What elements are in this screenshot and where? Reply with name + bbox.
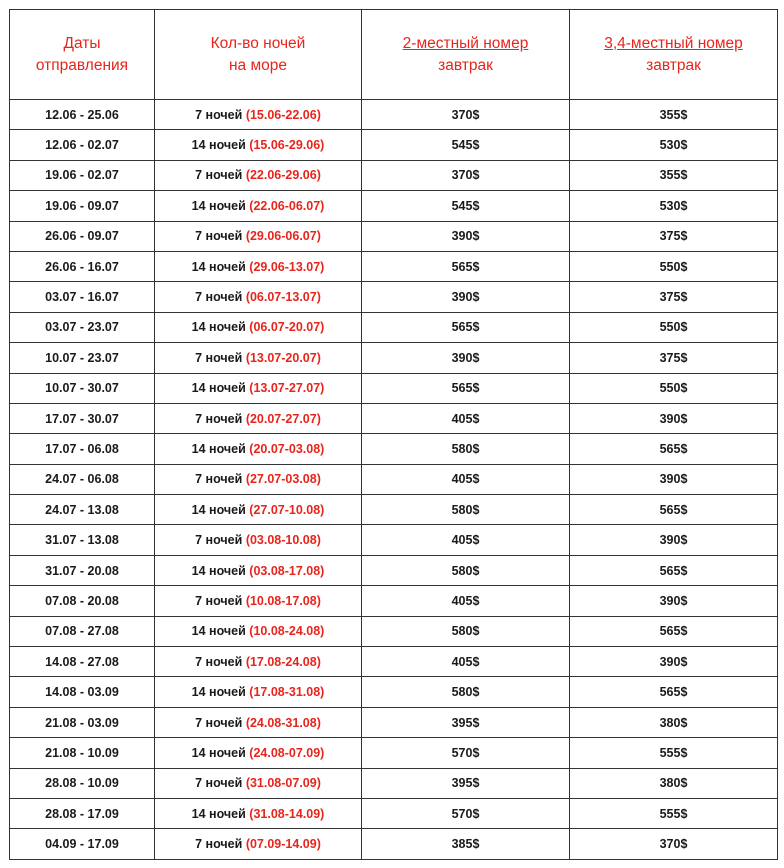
triple-quad-room-price-cell: 565$ — [570, 616, 778, 646]
nights-cell — [155, 251, 362, 281]
table-row — [10, 464, 778, 494]
nights-cell — [155, 160, 362, 190]
nights-count: 7 ночей — [195, 837, 243, 852]
departure-dates-cell: 14.08 - 27.08 — [10, 647, 155, 677]
table-row — [10, 434, 778, 464]
nights-cell — [155, 221, 362, 251]
table-row — [10, 647, 778, 677]
triple-quad-room-price-cell: 355$ — [570, 160, 778, 190]
double-room-price-cell: 395$ — [362, 707, 570, 737]
triple-quad-room-price-cell: 375$ — [570, 343, 778, 373]
double-room-price-cell: 385$ — [362, 829, 570, 859]
triple-quad-room-price-cell: 530$ — [570, 191, 778, 221]
nights-count: 7 ночей — [195, 107, 243, 122]
sea-date-range: (06.07-20.07) — [249, 320, 325, 335]
sea-date-range: (03.08-10.08) — [245, 533, 321, 548]
departure-dates-cell: 26.06 - 09.07 — [10, 221, 155, 251]
nights-cell — [155, 191, 362, 221]
triple-quad-room-price-cell: 565$ — [570, 495, 778, 525]
nights-cell — [155, 312, 362, 342]
triple-quad-room-price-cell: 380$ — [570, 707, 778, 737]
sea-date-range: (31.08-14.09) — [249, 806, 325, 821]
triple-quad-room-price-cell: 375$ — [570, 282, 778, 312]
nights-cell — [155, 768, 362, 798]
departure-dates-cell: 31.07 - 20.08 — [10, 555, 155, 585]
departure-dates-cell: 24.07 - 13.08 — [10, 495, 155, 525]
nights-cell — [155, 464, 362, 494]
triple-quad-room-price-cell: 390$ — [570, 464, 778, 494]
triple-quad-room-price-cell: 390$ — [570, 525, 778, 555]
nights-count: 14 ночей — [191, 441, 246, 456]
sea-date-range: (24.08-07.09) — [249, 745, 325, 760]
sea-date-range: (10.08-17.08) — [245, 593, 321, 608]
double-room-price-cell: 545$ — [362, 191, 570, 221]
triple-quad-room-price-cell: 390$ — [570, 586, 778, 616]
double-room-price-cell: 580$ — [362, 434, 570, 464]
departure-dates-cell: 12.06 - 25.06 — [10, 100, 155, 130]
nights-count: 7 ночей — [195, 533, 243, 548]
header-nights-at-sea: Кол-во ночей на море — [155, 10, 362, 100]
double-room-price-cell: 570$ — [362, 798, 570, 828]
nights-count: 7 ночей — [195, 472, 243, 487]
sea-date-range: (20.07-03.08) — [249, 441, 325, 456]
nights-count: 7 ночей — [195, 290, 243, 305]
table-row — [10, 738, 778, 768]
table-row — [10, 160, 778, 190]
sea-date-range: (29.06-13.07) — [249, 259, 325, 274]
table-row — [10, 768, 778, 798]
nights-count: 14 ночей — [191, 685, 246, 700]
nights-count: 7 ночей — [195, 654, 243, 669]
nights-count: 14 ночей — [191, 198, 246, 213]
departure-dates-cell: 31.07 - 13.08 — [10, 525, 155, 555]
double-room-price-cell: 580$ — [362, 677, 570, 707]
sea-date-range: (22.06-29.06) — [245, 168, 321, 183]
triple-quad-room-price-cell: 550$ — [570, 373, 778, 403]
nights-cell — [155, 403, 362, 433]
nights-cell — [155, 130, 362, 160]
double-room-price-cell: 390$ — [362, 221, 570, 251]
departure-dates-cell: 24.07 - 06.08 — [10, 464, 155, 494]
nights-count: 14 ночей — [191, 502, 246, 517]
triple-quad-room-price-cell: 565$ — [570, 434, 778, 464]
nights-cell — [155, 829, 362, 859]
nights-count: 14 ночей — [191, 624, 246, 639]
nights-count: 7 ночей — [195, 593, 243, 608]
triple-quad-room-price-cell: 390$ — [570, 647, 778, 677]
double-room-price-cell: 390$ — [362, 343, 570, 373]
sea-date-range: (15.06-22.06) — [245, 107, 321, 122]
departure-dates-cell: 14.08 - 03.09 — [10, 677, 155, 707]
table-row — [10, 829, 778, 859]
table-body — [10, 100, 778, 860]
table-row — [10, 707, 778, 737]
table-row — [10, 586, 778, 616]
table-row — [10, 677, 778, 707]
table-row — [10, 798, 778, 828]
nights-count: 7 ночей — [195, 715, 243, 730]
double-room-price-cell: 405$ — [362, 586, 570, 616]
nights-cell — [155, 738, 362, 768]
nights-count: 7 ночей — [195, 229, 243, 244]
nights-cell — [155, 495, 362, 525]
nights-count: 7 ночей — [195, 411, 243, 426]
nights-cell — [155, 343, 362, 373]
triple-quad-room-price-cell: 370$ — [570, 829, 778, 859]
departure-dates-cell: 17.07 - 06.08 — [10, 434, 155, 464]
triple-quad-room-price-cell: 550$ — [570, 251, 778, 281]
nights-count: 14 ночей — [191, 806, 246, 821]
triple-quad-room-price-cell: 555$ — [570, 798, 778, 828]
sea-date-range: (13.07-20.07) — [245, 350, 321, 365]
double-room-price-cell: 565$ — [362, 312, 570, 342]
departure-dates-cell: 12.06 - 02.07 — [10, 130, 155, 160]
departure-dates-cell: 21.08 - 10.09 — [10, 738, 155, 768]
departure-dates-cell: 28.08 - 17.09 — [10, 798, 155, 828]
header-departure-dates: Даты отправления — [10, 10, 155, 100]
double-room-price-cell: 405$ — [362, 525, 570, 555]
table-row — [10, 312, 778, 342]
nights-cell — [155, 677, 362, 707]
table-row — [10, 403, 778, 433]
sea-date-range: (17.08-31.08) — [249, 685, 325, 700]
double-room-price-cell: 390$ — [362, 282, 570, 312]
departure-dates-cell: 19.06 - 02.07 — [10, 160, 155, 190]
nights-cell — [155, 373, 362, 403]
departure-dates-cell: 10.07 - 23.07 — [10, 343, 155, 373]
double-room-price-cell: 370$ — [362, 160, 570, 190]
departure-dates-cell: 17.07 - 30.07 — [10, 403, 155, 433]
triple-quad-room-price-cell: 530$ — [570, 130, 778, 160]
sea-date-range: (15.06-29.06) — [249, 138, 325, 153]
triple-quad-room-price-cell: 375$ — [570, 221, 778, 251]
table-row — [10, 251, 778, 281]
triple-quad-room-price-cell: 565$ — [570, 677, 778, 707]
double-room-price-cell: 370$ — [362, 100, 570, 130]
table-row — [10, 100, 778, 130]
table-row — [10, 495, 778, 525]
table-row — [10, 130, 778, 160]
sea-date-range: (31.08-07.09) — [245, 776, 321, 791]
sea-date-range: (22.06-06.07) — [249, 198, 325, 213]
nights-cell — [155, 707, 362, 737]
sea-date-range: (07.09-14.09) — [245, 837, 321, 852]
double-room-price-cell: 545$ — [362, 130, 570, 160]
triple-quad-room-price-cell: 355$ — [570, 100, 778, 130]
departure-dates-cell: 10.07 - 30.07 — [10, 373, 155, 403]
sea-date-range: (03.08-17.08) — [249, 563, 325, 578]
triple-quad-room-price-cell: 380$ — [570, 768, 778, 798]
departure-dates-cell: 03.07 - 23.07 — [10, 312, 155, 342]
sea-date-range: (27.07-03.08) — [245, 472, 321, 487]
table-row — [10, 525, 778, 555]
table-row — [10, 373, 778, 403]
sea-date-range: (10.08-24.08) — [249, 624, 325, 639]
header-row — [10, 10, 778, 100]
nights-cell — [155, 282, 362, 312]
departure-dates-cell: 04.09 - 17.09 — [10, 829, 155, 859]
header-double-room: 2-местный номер завтрак — [362, 10, 570, 100]
table-row — [10, 282, 778, 312]
double-room-price-cell: 565$ — [362, 251, 570, 281]
nights-count: 7 ночей — [195, 168, 243, 183]
nights-count: 14 ночей — [191, 381, 246, 396]
double-room-price-cell: 405$ — [362, 464, 570, 494]
nights-cell — [155, 586, 362, 616]
departure-dates-cell: 03.07 - 16.07 — [10, 282, 155, 312]
departure-dates-cell: 26.06 - 16.07 — [10, 251, 155, 281]
triple-quad-room-price-cell: 555$ — [570, 738, 778, 768]
triple-quad-room-price-cell: 550$ — [570, 312, 778, 342]
nights-cell — [155, 555, 362, 585]
nights-cell — [155, 616, 362, 646]
table-row — [10, 221, 778, 251]
sea-date-range: (13.07-27.07) — [249, 381, 325, 396]
nights-cell — [155, 100, 362, 130]
sea-date-range: (29.06-06.07) — [245, 229, 321, 244]
table-row — [10, 616, 778, 646]
double-room-price-cell: 405$ — [362, 403, 570, 433]
nights-count: 14 ночей — [191, 563, 246, 578]
double-room-price-cell: 570$ — [362, 738, 570, 768]
departure-dates-cell: 28.08 - 10.09 — [10, 768, 155, 798]
nights-count: 14 ночей — [191, 320, 246, 335]
double-room-price-cell: 405$ — [362, 647, 570, 677]
sea-date-range: (24.08-31.08) — [245, 715, 321, 730]
sea-date-range: (17.08-24.08) — [245, 654, 321, 669]
double-room-price-cell: 580$ — [362, 495, 570, 525]
nights-cell — [155, 525, 362, 555]
nights-cell — [155, 798, 362, 828]
departure-dates-cell: 07.08 - 20.08 — [10, 586, 155, 616]
double-room-price-cell: 395$ — [362, 768, 570, 798]
triple-quad-room-price-cell: 565$ — [570, 555, 778, 585]
table-row — [10, 191, 778, 221]
price-table — [9, 9, 778, 860]
departure-dates-cell: 19.06 - 09.07 — [10, 191, 155, 221]
nights-count: 14 ночей — [191, 138, 246, 153]
table-row — [10, 343, 778, 373]
sea-date-range: (27.07-10.08) — [249, 502, 325, 517]
sea-date-range: (20.07-27.07) — [245, 411, 321, 426]
nights-cell — [155, 647, 362, 677]
nights-count: 7 ночей — [195, 350, 243, 365]
nights-count: 7 ночей — [195, 776, 243, 791]
triple-quad-room-price-cell: 390$ — [570, 403, 778, 433]
price-table-container — [9, 9, 778, 860]
double-room-price-cell: 565$ — [362, 373, 570, 403]
nights-count: 14 ночей — [191, 259, 246, 274]
double-room-price-cell: 580$ — [362, 616, 570, 646]
nights-cell — [155, 434, 362, 464]
table-row — [10, 555, 778, 585]
double-room-price-cell: 580$ — [362, 555, 570, 585]
departure-dates-cell: 07.08 - 27.08 — [10, 616, 155, 646]
nights-count: 14 ночей — [191, 745, 246, 760]
header-triple-quad-room: 3,4-местный номер завтрак — [570, 10, 778, 100]
sea-date-range: (06.07-13.07) — [245, 290, 321, 305]
departure-dates-cell: 21.08 - 03.09 — [10, 707, 155, 737]
